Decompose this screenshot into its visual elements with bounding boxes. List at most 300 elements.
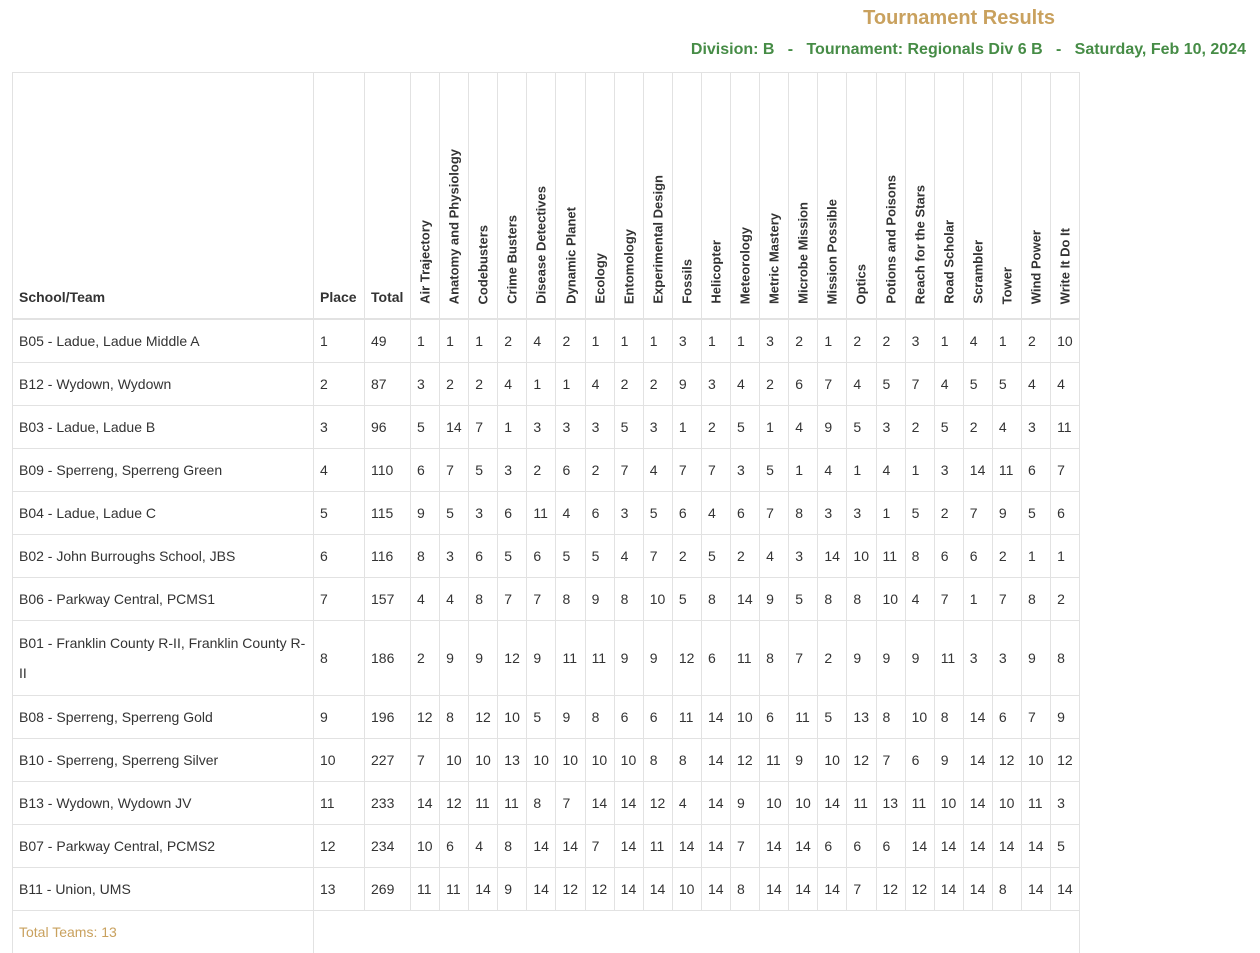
event-score-cell: 5 <box>411 406 440 449</box>
event-score-cell: 11 <box>672 696 701 739</box>
event-score-cell: 8 <box>789 492 818 535</box>
event-score-cell: 6 <box>760 696 789 739</box>
event-score-cell: 2 <box>469 363 498 406</box>
event-score-cell: 14 <box>701 739 730 782</box>
event-score-cell: 6 <box>411 449 440 492</box>
event-score-cell: 7 <box>934 578 963 621</box>
event-score-cell: 9 <box>672 363 701 406</box>
event-score-cell: 7 <box>731 825 760 868</box>
event-score-cell: 10 <box>556 739 585 782</box>
event-score-cell: 6 <box>498 492 527 535</box>
place-cell: 4 <box>314 449 365 492</box>
event-score-cell: 2 <box>731 535 760 578</box>
event-score-cell: 2 <box>818 621 847 696</box>
event-score-cell: 10 <box>498 696 527 739</box>
event-score-cell: 8 <box>469 578 498 621</box>
event-score-cell: 2 <box>498 319 527 363</box>
column-header-event[interactable] <box>585 73 614 320</box>
event-score-cell: 5 <box>818 696 847 739</box>
event-score-cell: 9 <box>992 492 1021 535</box>
column-header-event[interactable] <box>1051 73 1080 320</box>
event-score-cell: 2 <box>905 406 934 449</box>
event-score-cell: 5 <box>440 492 469 535</box>
event-score-cell: 12 <box>643 782 672 825</box>
total-cell: 116 <box>365 535 411 578</box>
school-team-cell: B03 - Ladue, Ladue B <box>13 406 314 449</box>
column-header-event[interactable] <box>876 73 905 320</box>
event-score-cell: 5 <box>992 363 1021 406</box>
event-score-cell: 10 <box>905 696 934 739</box>
event-name: Road Scholar <box>941 220 956 304</box>
event-score-cell: 10 <box>527 739 556 782</box>
total-cell: 227 <box>365 739 411 782</box>
event-score-cell: 8 <box>614 578 643 621</box>
column-header-event[interactable] <box>672 73 701 320</box>
event-score-cell: 12 <box>440 782 469 825</box>
event-score-cell: 10 <box>760 782 789 825</box>
event-score-cell: 6 <box>963 535 992 578</box>
event-score-cell: 3 <box>469 492 498 535</box>
event-score-cell: 10 <box>1021 739 1050 782</box>
event-score-cell: 10 <box>672 868 701 911</box>
event-score-cell: 2 <box>876 319 905 363</box>
event-score-cell: 4 <box>469 825 498 868</box>
event-score-cell: 14 <box>614 868 643 911</box>
event-score-cell: 4 <box>760 535 789 578</box>
event-score-cell: 7 <box>556 782 585 825</box>
event-score-cell: 12 <box>731 739 760 782</box>
event-score-cell: 14 <box>818 868 847 911</box>
total-cell: 196 <box>365 696 411 739</box>
event-score-cell: 1 <box>527 363 556 406</box>
event-score-cell: 4 <box>789 406 818 449</box>
event-score-cell: 1 <box>672 406 701 449</box>
event-score-cell: 3 <box>701 363 730 406</box>
event-score-cell: 7 <box>789 621 818 696</box>
event-score-cell: 1 <box>701 319 730 363</box>
event-score-cell: 9 <box>1021 621 1050 696</box>
event-score-cell: 8 <box>527 782 556 825</box>
event-score-cell: 1 <box>643 319 672 363</box>
place-cell: 6 <box>314 535 365 578</box>
event-score-cell: 10 <box>992 782 1021 825</box>
column-header-event[interactable] <box>963 73 992 320</box>
event-score-cell: 8 <box>876 696 905 739</box>
event-score-cell: 14 <box>963 782 992 825</box>
event-score-cell: 12 <box>1051 739 1080 782</box>
event-score-cell: 8 <box>847 578 876 621</box>
event-score-cell: 6 <box>731 492 760 535</box>
event-score-cell: 1 <box>789 449 818 492</box>
event-score-cell: 9 <box>411 492 440 535</box>
column-header-event[interactable] <box>847 73 876 320</box>
event-score-cell: 3 <box>905 319 934 363</box>
event-score-cell: 2 <box>556 319 585 363</box>
event-score-cell: 8 <box>992 868 1021 911</box>
event-score-cell: 8 <box>556 578 585 621</box>
event-score-cell: 14 <box>789 868 818 911</box>
table-row <box>13 868 1080 911</box>
column-header-total[interactable]: Total <box>365 73 411 320</box>
event-score-cell: 6 <box>643 696 672 739</box>
event-score-cell: 11 <box>585 621 614 696</box>
event-score-cell: 9 <box>905 621 934 696</box>
event-score-cell: 1 <box>614 319 643 363</box>
event-score-cell: 2 <box>992 535 1021 578</box>
event-score-cell: 8 <box>585 696 614 739</box>
column-header-event[interactable] <box>556 73 585 320</box>
event-score-cell: 5 <box>556 535 585 578</box>
column-header-event[interactable] <box>527 73 556 320</box>
event-score-cell: 8 <box>498 825 527 868</box>
event-name: Potions and Poisons <box>883 175 898 304</box>
event-score-cell: 7 <box>614 449 643 492</box>
event-score-cell: 7 <box>847 868 876 911</box>
column-header-event[interactable] <box>934 73 963 320</box>
column-header-place[interactable]: Place <box>314 73 365 320</box>
event-score-cell: 12 <box>847 739 876 782</box>
event-score-cell: 8 <box>731 868 760 911</box>
place-cell: 11 <box>314 782 365 825</box>
total-cell: 234 <box>365 825 411 868</box>
event-score-cell: 4 <box>527 319 556 363</box>
event-score-cell: 1 <box>963 578 992 621</box>
event-score-cell: 12 <box>411 696 440 739</box>
event-score-cell: 7 <box>905 363 934 406</box>
event-score-cell: 8 <box>643 739 672 782</box>
column-header-event[interactable] <box>760 73 789 320</box>
event-score-cell: 8 <box>760 621 789 696</box>
column-header-event[interactable] <box>614 73 643 320</box>
event-name: Fossils <box>679 259 694 304</box>
event-score-cell: 2 <box>1051 578 1080 621</box>
column-header-event[interactable] <box>469 73 498 320</box>
event-score-cell: 2 <box>527 449 556 492</box>
event-score-cell: 1 <box>498 406 527 449</box>
event-score-cell: 9 <box>789 739 818 782</box>
school-team-cell: B04 - Ladue, Ladue C <box>13 492 314 535</box>
event-score-cell: 11 <box>411 868 440 911</box>
event-score-cell: 14 <box>701 696 730 739</box>
event-score-cell: 2 <box>585 449 614 492</box>
event-score-cell: 5 <box>934 406 963 449</box>
event-score-cell: 4 <box>498 363 527 406</box>
event-score-cell: 14 <box>760 868 789 911</box>
event-score-cell: 2 <box>847 319 876 363</box>
table-row <box>13 739 1080 782</box>
event-score-cell: 1 <box>411 319 440 363</box>
event-score-cell: 11 <box>498 782 527 825</box>
event-score-cell: 14 <box>731 578 760 621</box>
event-score-cell: 11 <box>731 621 760 696</box>
event-score-cell: 7 <box>440 449 469 492</box>
event-score-cell: 3 <box>876 406 905 449</box>
event-score-cell: 7 <box>963 492 992 535</box>
event-score-cell: 4 <box>731 363 760 406</box>
event-score-cell: 14 <box>789 825 818 868</box>
event-score-cell: 1 <box>818 319 847 363</box>
event-score-cell: 3 <box>411 363 440 406</box>
event-score-cell: 11 <box>527 492 556 535</box>
event-score-cell: 4 <box>876 449 905 492</box>
event-score-cell: 3 <box>585 406 614 449</box>
event-score-cell: 1 <box>731 319 760 363</box>
event-score-cell: 14 <box>963 449 992 492</box>
place-cell: 12 <box>314 825 365 868</box>
event-score-cell: 6 <box>469 535 498 578</box>
column-header-event[interactable] <box>905 73 934 320</box>
event-score-cell: 12 <box>876 868 905 911</box>
event-score-cell: 14 <box>760 825 789 868</box>
event-score-cell: 7 <box>411 739 440 782</box>
event-score-cell: 5 <box>498 535 527 578</box>
event-score-cell: 14 <box>963 696 992 739</box>
event-score-cell: 3 <box>556 406 585 449</box>
event-score-cell: 10 <box>1051 319 1080 363</box>
event-score-cell: 11 <box>1021 782 1050 825</box>
event-score-cell: 14 <box>934 825 963 868</box>
event-score-cell: 11 <box>934 621 963 696</box>
event-score-cell: 3 <box>789 535 818 578</box>
event-name: Reach for the Stars <box>912 185 927 304</box>
event-score-cell: 14 <box>963 825 992 868</box>
event-score-cell: 7 <box>701 449 730 492</box>
event-score-cell: 1 <box>585 319 614 363</box>
event-name: Scrambler <box>970 240 985 304</box>
column-header-event[interactable] <box>992 73 1021 320</box>
event-score-cell: 10 <box>847 535 876 578</box>
event-score-cell: 14 <box>411 782 440 825</box>
event-score-cell: 2 <box>963 406 992 449</box>
event-score-cell: 8 <box>672 739 701 782</box>
event-score-cell: 10 <box>731 696 760 739</box>
event-score-cell: 9 <box>643 621 672 696</box>
event-score-cell: 14 <box>963 868 992 911</box>
event-score-cell: 6 <box>789 363 818 406</box>
event-score-cell: 7 <box>1051 449 1080 492</box>
total-cell: 96 <box>365 406 411 449</box>
event-score-cell: 2 <box>760 363 789 406</box>
event-score-cell: 7 <box>585 825 614 868</box>
total-teams-count: Total Teams: 13 <box>13 911 314 953</box>
total-cell: 110 <box>365 449 411 492</box>
event-score-cell: 5 <box>847 406 876 449</box>
event-score-cell: 3 <box>992 621 1021 696</box>
table-row <box>13 696 1080 739</box>
event-score-cell: 1 <box>992 319 1021 363</box>
event-score-cell: 14 <box>1021 868 1050 911</box>
event-score-cell: 4 <box>847 363 876 406</box>
event-score-cell: 6 <box>905 739 934 782</box>
event-score-cell: 14 <box>527 868 556 911</box>
event-name: Metric Mastery <box>767 213 782 304</box>
event-score-cell: 10 <box>585 739 614 782</box>
event-score-cell: 10 <box>643 578 672 621</box>
event-score-cell: 14 <box>614 825 643 868</box>
page-title: Tournament Results <box>863 7 1055 30</box>
event-score-cell: 7 <box>498 578 527 621</box>
event-score-cell: 14 <box>527 825 556 868</box>
event-score-cell: 3 <box>934 449 963 492</box>
event-name: Experimental Design <box>650 175 665 304</box>
event-score-cell: 8 <box>1051 621 1080 696</box>
column-header-event[interactable] <box>1021 73 1050 320</box>
school-team-cell: B11 - Union, UMS <box>13 868 314 911</box>
event-name: Codebusters <box>476 225 491 304</box>
school-team-cell: B10 - Sperreng, Sperreng Silver <box>13 739 314 782</box>
event-score-cell: 2 <box>411 621 440 696</box>
place-cell: 10 <box>314 739 365 782</box>
event-score-cell: 2 <box>1021 319 1050 363</box>
event-score-cell: 5 <box>643 492 672 535</box>
header-row <box>13 73 1080 320</box>
event-name: Microbe Mission <box>796 202 811 304</box>
event-score-cell: 3 <box>527 406 556 449</box>
place-cell: 2 <box>314 363 365 406</box>
event-score-cell: 10 <box>614 739 643 782</box>
total-cell: 87 <box>365 363 411 406</box>
event-score-cell: 6 <box>585 492 614 535</box>
event-name: Meteorology <box>738 227 753 304</box>
column-header-event[interactable] <box>440 73 469 320</box>
event-name: Air Trajectory <box>418 220 433 304</box>
place-cell: 9 <box>314 696 365 739</box>
column-header-event[interactable] <box>731 73 760 320</box>
table-row <box>13 578 1080 621</box>
event-name: Helicopter <box>708 240 723 304</box>
event-score-cell: 10 <box>411 825 440 868</box>
event-score-cell: 14 <box>1021 825 1050 868</box>
event-score-cell: 7 <box>760 492 789 535</box>
event-score-cell: 2 <box>643 363 672 406</box>
total-cell: 157 <box>365 578 411 621</box>
event-score-cell: 14 <box>905 825 934 868</box>
column-header-event[interactable] <box>411 73 440 320</box>
event-score-cell: 12 <box>672 621 701 696</box>
table-row <box>13 825 1080 868</box>
event-score-cell: 9 <box>498 868 527 911</box>
column-header-event[interactable] <box>789 73 818 320</box>
event-score-cell: 11 <box>905 782 934 825</box>
event-name: Entomology <box>621 229 636 304</box>
event-score-cell: 11 <box>760 739 789 782</box>
event-score-cell: 7 <box>992 578 1021 621</box>
event-score-cell: 14 <box>701 825 730 868</box>
place-cell: 7 <box>314 578 365 621</box>
event-score-cell: 3 <box>1051 782 1080 825</box>
event-score-cell: 5 <box>1051 825 1080 868</box>
column-header-event[interactable] <box>498 73 527 320</box>
event-score-cell: 14 <box>934 868 963 911</box>
column-header-event[interactable] <box>701 73 730 320</box>
table-row <box>13 363 1080 406</box>
event-score-cell: 8 <box>934 696 963 739</box>
event-score-cell: 14 <box>643 868 672 911</box>
event-score-cell: 1 <box>556 363 585 406</box>
event-score-cell: 14 <box>585 782 614 825</box>
table-row <box>13 782 1080 825</box>
event-score-cell: 10 <box>934 782 963 825</box>
school-team-cell: B05 - Ladue, Ladue Middle A <box>13 319 314 363</box>
event-score-cell: 12 <box>498 621 527 696</box>
event-score-cell: 4 <box>614 535 643 578</box>
event-score-cell: 6 <box>440 825 469 868</box>
event-score-cell: 6 <box>847 825 876 868</box>
event-score-cell: 14 <box>963 739 992 782</box>
event-score-cell: 1 <box>469 319 498 363</box>
event-score-cell: 14 <box>701 782 730 825</box>
event-score-cell: 14 <box>992 825 1021 868</box>
event-score-cell: 3 <box>963 621 992 696</box>
event-score-cell: 3 <box>440 535 469 578</box>
event-score-cell: 12 <box>905 868 934 911</box>
event-score-cell: 10 <box>440 739 469 782</box>
event-score-cell: 9 <box>469 621 498 696</box>
event-score-cell: 11 <box>847 782 876 825</box>
event-score-cell: 4 <box>672 782 701 825</box>
footer-blank <box>314 911 1080 953</box>
event-score-cell: 12 <box>585 868 614 911</box>
event-score-cell: 4 <box>992 406 1021 449</box>
place-cell: 8 <box>314 621 365 696</box>
event-score-cell: 8 <box>1021 578 1050 621</box>
event-score-cell: 11 <box>876 535 905 578</box>
event-name: Mission Possible <box>825 199 840 304</box>
event-score-cell: 6 <box>527 535 556 578</box>
event-score-cell: 4 <box>1021 363 1050 406</box>
event-name: Dynamic Planet <box>563 207 578 304</box>
column-header-school[interactable]: School/Team <box>13 73 314 320</box>
column-header-event[interactable] <box>643 73 672 320</box>
event-score-cell: 5 <box>469 449 498 492</box>
event-name: Anatomy and Physiology <box>447 149 462 304</box>
event-score-cell: 11 <box>789 696 818 739</box>
event-name: Crime Busters <box>505 215 520 304</box>
event-score-cell: 4 <box>556 492 585 535</box>
event-score-cell: 14 <box>818 782 847 825</box>
column-header-event[interactable] <box>818 73 847 320</box>
event-name: Ecology <box>592 253 607 304</box>
table-row <box>13 535 1080 578</box>
event-score-cell: 9 <box>440 621 469 696</box>
event-score-cell: 11 <box>556 621 585 696</box>
event-name: Optics <box>854 264 869 304</box>
event-score-cell: 1 <box>1051 535 1080 578</box>
event-score-cell: 6 <box>992 696 1021 739</box>
event-score-cell: 7 <box>643 535 672 578</box>
table-row <box>13 406 1080 449</box>
event-score-cell: 8 <box>701 578 730 621</box>
event-score-cell: 4 <box>701 492 730 535</box>
place-cell: 13 <box>314 868 365 911</box>
event-name: Wind Power <box>1029 230 1044 304</box>
footer-row <box>13 911 1080 953</box>
event-score-cell: 9 <box>876 621 905 696</box>
event-score-cell: 6 <box>701 621 730 696</box>
event-score-cell: 9 <box>731 782 760 825</box>
event-score-cell: 6 <box>556 449 585 492</box>
total-cell: 115 <box>365 492 411 535</box>
event-score-cell: 11 <box>1051 406 1080 449</box>
event-score-cell: 5 <box>789 578 818 621</box>
event-score-cell: 3 <box>614 492 643 535</box>
school-team-cell: B06 - Parkway Central, PCMS1 <box>13 578 314 621</box>
total-cell: 269 <box>365 868 411 911</box>
event-score-cell: 14 <box>556 825 585 868</box>
event-score-cell: 4 <box>411 578 440 621</box>
event-score-cell: 1 <box>847 449 876 492</box>
total-cell: 233 <box>365 782 411 825</box>
